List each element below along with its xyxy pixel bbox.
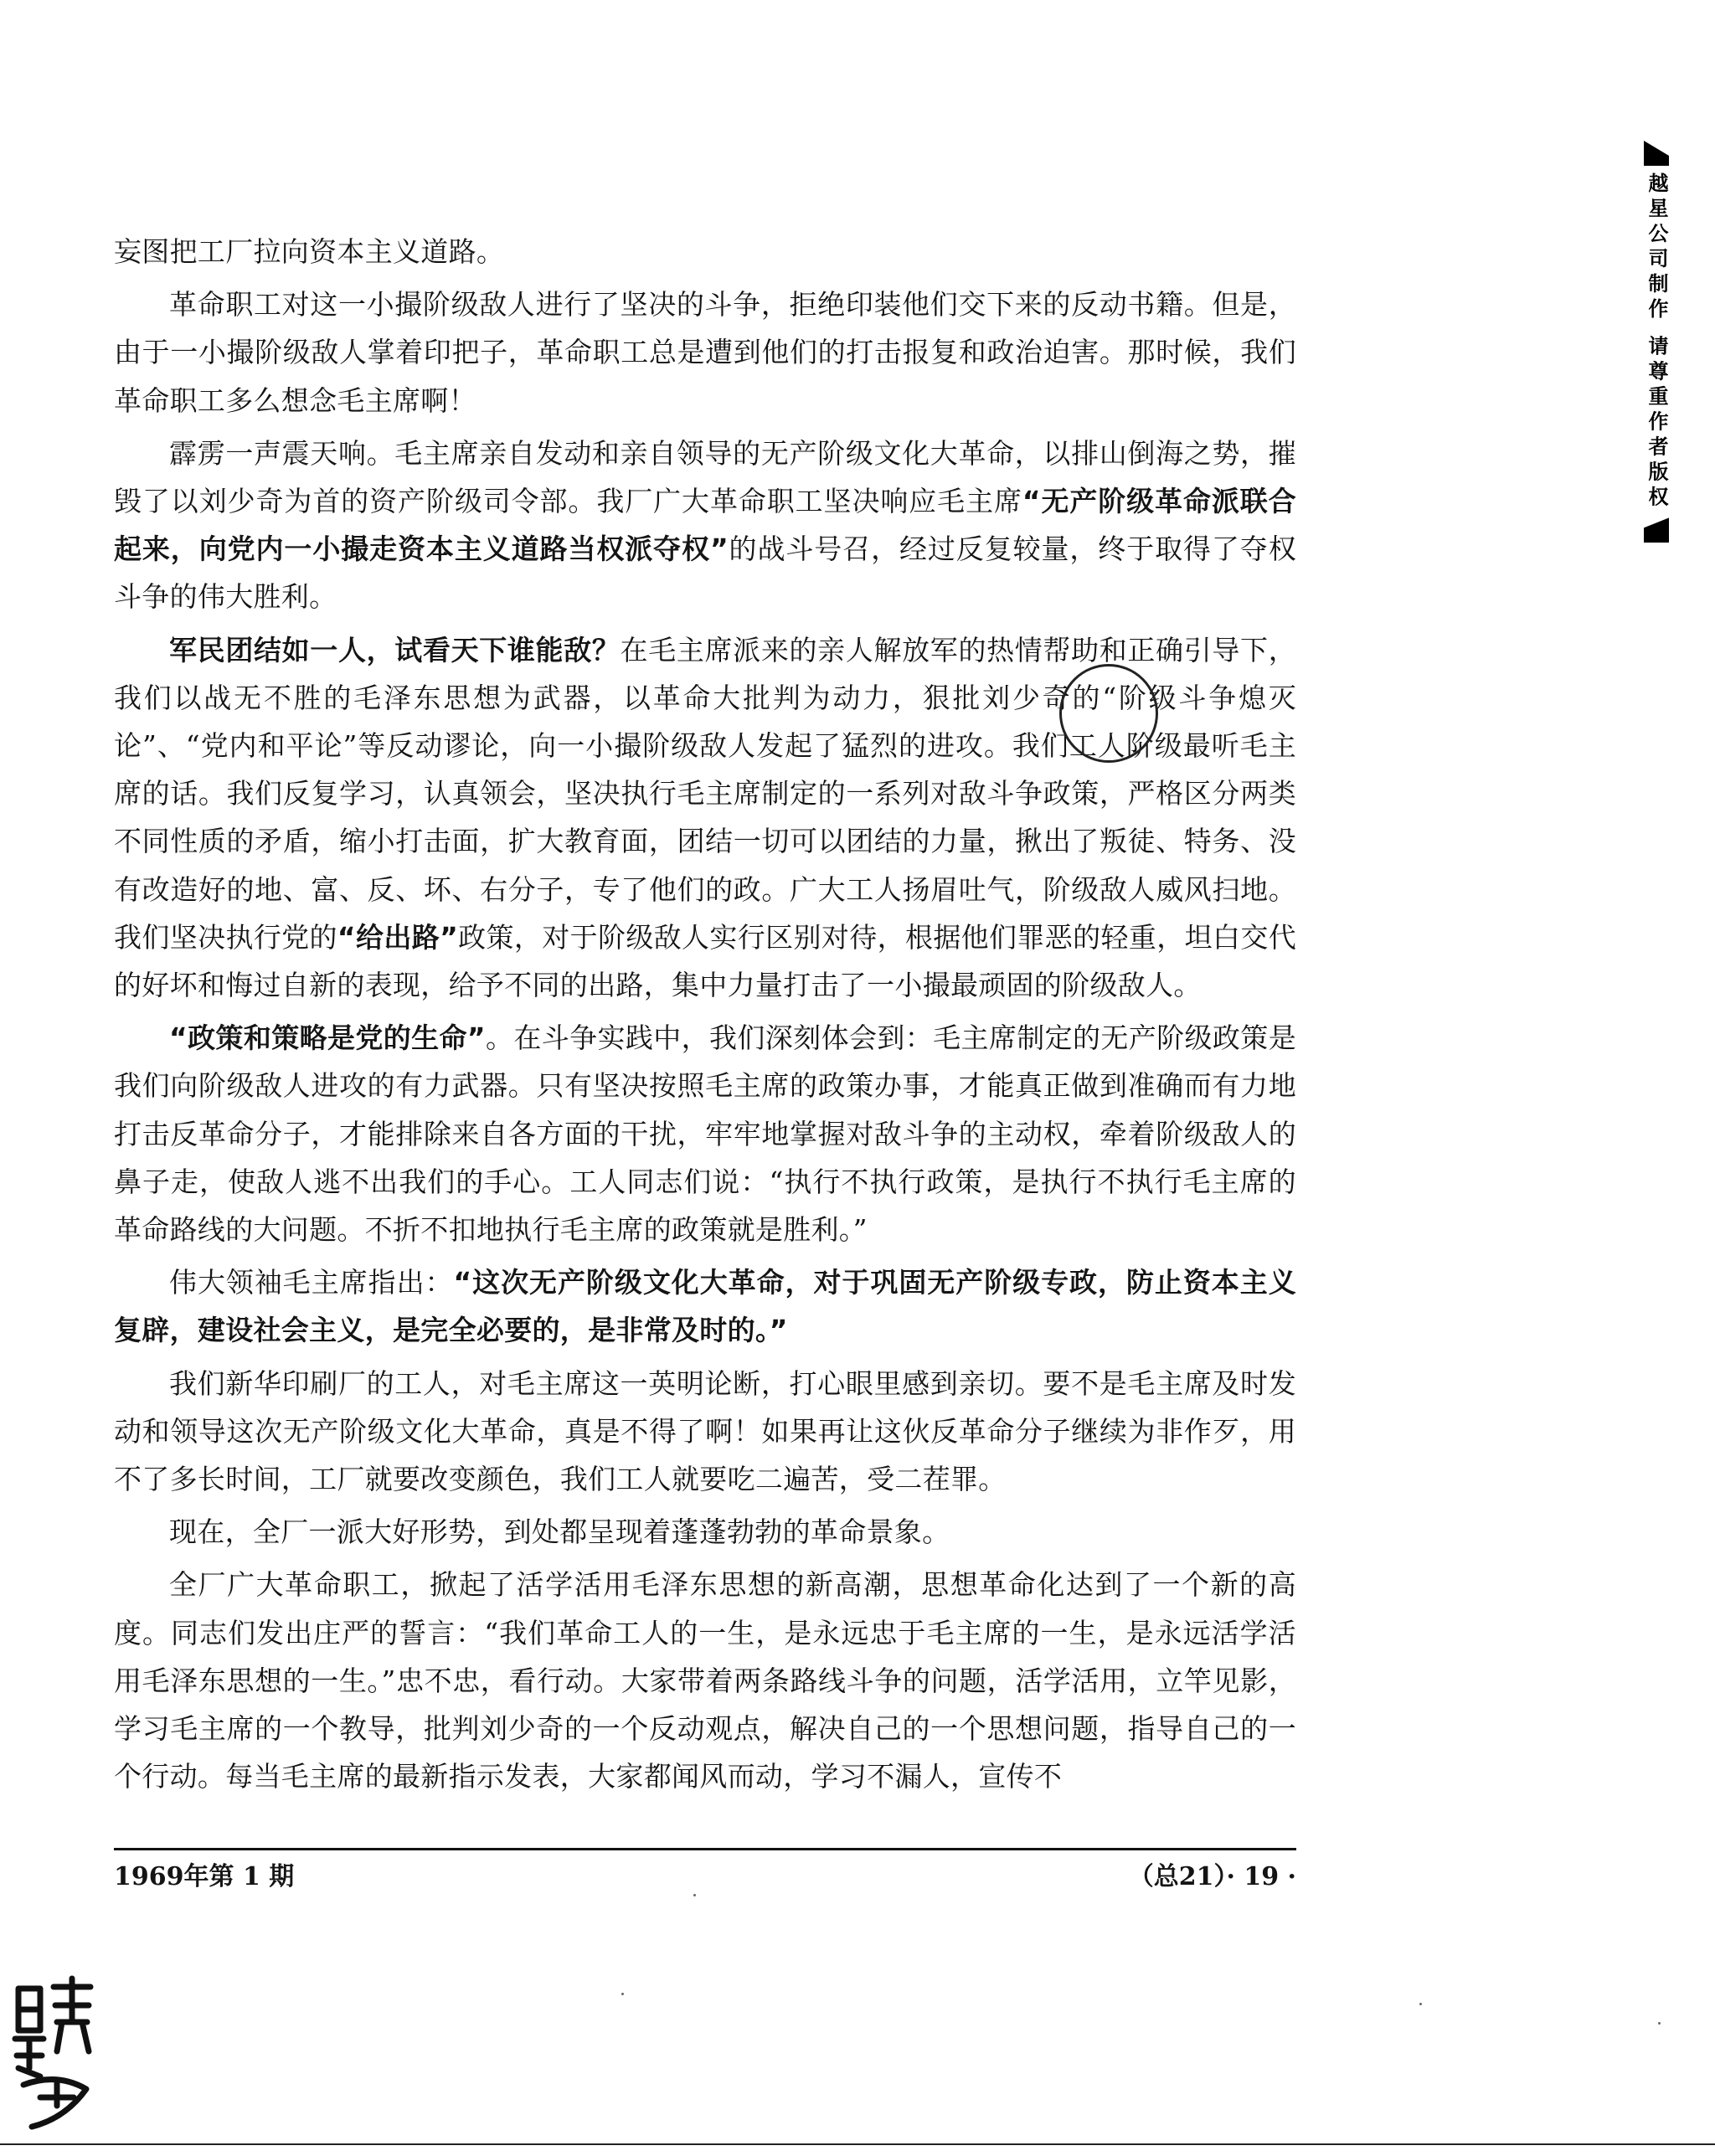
footer-rule (114, 1848, 1296, 1850)
seal-stamp-icon (7, 1972, 106, 2139)
bold-quote: 军民团结如一人，试看天下谁能敌？ (169, 633, 621, 666)
handwritten-circle-mark (1059, 664, 1158, 763)
sidebar-copyright-text: 越星公司制作 请尊重作者版权 (1645, 172, 1668, 512)
text-run: 。在斗争实践中，我们深刻体会到：毛主席制定的无产阶级政策是我们向阶级敌人进攻的有力武器。只有坚决按照毛主席的政策办事，才能真正做到准确而有力地打击反革命分子，才能排除来自各方面的干扰，牢牢地掌握对敌斗争的主动权，牵着阶级敌人的鼻子走，使敌人逃不出我们的手心。工人同志们说：“执行不执行政策，是执行不执行毛主席的革命路线的大问题。不折不扣地执行毛主席的政策就是胜利。” (114, 1021, 1296, 1247)
bold-quote: “政策和策略是党的生命” (169, 1021, 486, 1055)
paragraph (114, 1014, 1296, 1253)
paragraph (114, 1561, 1296, 1800)
paragraph (114, 1508, 1296, 1556)
bold-quote: “这次无产阶级文化大革命，对于巩固无产阶级专政，防止资本主义复辟，建设社会主义，是完全必要的，是非常及时的。” (114, 1266, 1296, 1347)
text-run: 我们新华印刷厂的工人，对毛主席这一英明论断，打心眼里感到亲切。要不是毛主席及时发动和领导这次无产阶级文化大革命，真是不得了啊！如果再让这伙反革命分子继续为非作歹，用不了多长时间，工厂就要改变颜色，我们工人就要吃二遍苦，受二茬罪。 (114, 1366, 1296, 1496)
text-run: 革命职工对这一小撮阶级敌人进行了坚决的斗争，拒绝印装他们交下来的反动书籍。但是，由于一小撮阶级敌人掌着印把子，革命职工总是遭到他们的打击报复和政治迫害。那时候，我们革命职工多么想念毛主席啊！ (114, 288, 1296, 417)
page-footer (114, 1855, 1296, 1892)
text-run: 全厂广大革命职工，掀起了活学活用毛泽东思想的新高潮，思想革命化达到了一个新的高度。同志们发出庄严的誓言：“我们革命工人的一生，是永远忠于毛主席的一生，是永远活学活用毛泽东思想的一生。”忠不忠，看行动。大家带着两条路线斗争的问题，活学活用，立竿见影，学习毛主席的一个教导，批判刘少奇的一个反动观点，解决自己的一个思想问题，指导自己的一个行动。每当毛主席的最新指示发表，大家都闻风而动，学习不漏人，宣传不 (114, 1568, 1296, 1793)
article-body (114, 228, 1296, 1801)
sidebar-marker-bottom (1644, 517, 1669, 543)
text-run: 伟大领袖毛主席指出： (169, 1266, 454, 1299)
text-run: 的战斗号召，经过反复较量，终于取得了夺权斗争的伟大胜利。 (114, 533, 1297, 614)
paragraph (114, 430, 1296, 621)
text-run: 政策，对于阶级敌人实行区别对待，根据他们罪恶的轻重，坦白交代的好坏和悔过自新的表现，给予不同的出路，集中力量打击了一小撮最顽固的阶级敌人。 (114, 920, 1296, 1002)
bold-quote: “给出路” (337, 920, 459, 954)
text-run: 妄图把工厂拉向资本主义道路。 (114, 235, 505, 268)
paragraph (114, 228, 1296, 275)
scan-bottom-edge (0, 2143, 1715, 2145)
text-run: 现在，全厂一派大好形势，到处都呈现着蓬蓬勃勃的革命景象。 (169, 1515, 950, 1549)
text-run: 霹雳一声震天响。毛主席亲自发动和亲自领导的无产阶级文化大革命，以排山倒海之势，摧毁了以刘少奇为首的资产阶级司令部。我厂广大革命职工坚决响应毛主席 (114, 436, 1296, 518)
paragraph (114, 280, 1296, 425)
sidebar-marker-top (1644, 141, 1669, 166)
paragraph (114, 1360, 1296, 1504)
text-run: 在毛主席派来的亲人解放军的热情帮助和正确引导下，我们以战无不胜的毛泽东思想为武器，以革命大批判为动力，狠批刘少奇的“阶级斗争熄灭论”、“党内和平论”等反动谬论，向一小撮阶级敌人发起了猛烈的进攻。我们工人阶级最听毛主席的话。我们反复学习，认真领会，坚决执行毛主席制定的一系列对敌斗争政策，严格区分两类不同性质的矛盾，缩小打击面，扩大教育面，团结一切可以团结的力量，揪出了叛徒、特务、没有改造好的地、富、反、坏、右分子，专了他们的政。广大工人扬眉吐气，阶级敌人威风扫地。我们坚决执行党的 (114, 633, 1296, 954)
page-number: （总21）· 19 · (1128, 1862, 1296, 1891)
issue-label: 1969年第 1 期 (114, 1862, 295, 1891)
bold-quote: “无产阶级革命派联合起来，向党内一小撮走资本主义道路当权派夺权” (114, 485, 1296, 566)
paragraph (114, 1258, 1296, 1354)
copyright-sidebar (1640, 141, 1673, 543)
